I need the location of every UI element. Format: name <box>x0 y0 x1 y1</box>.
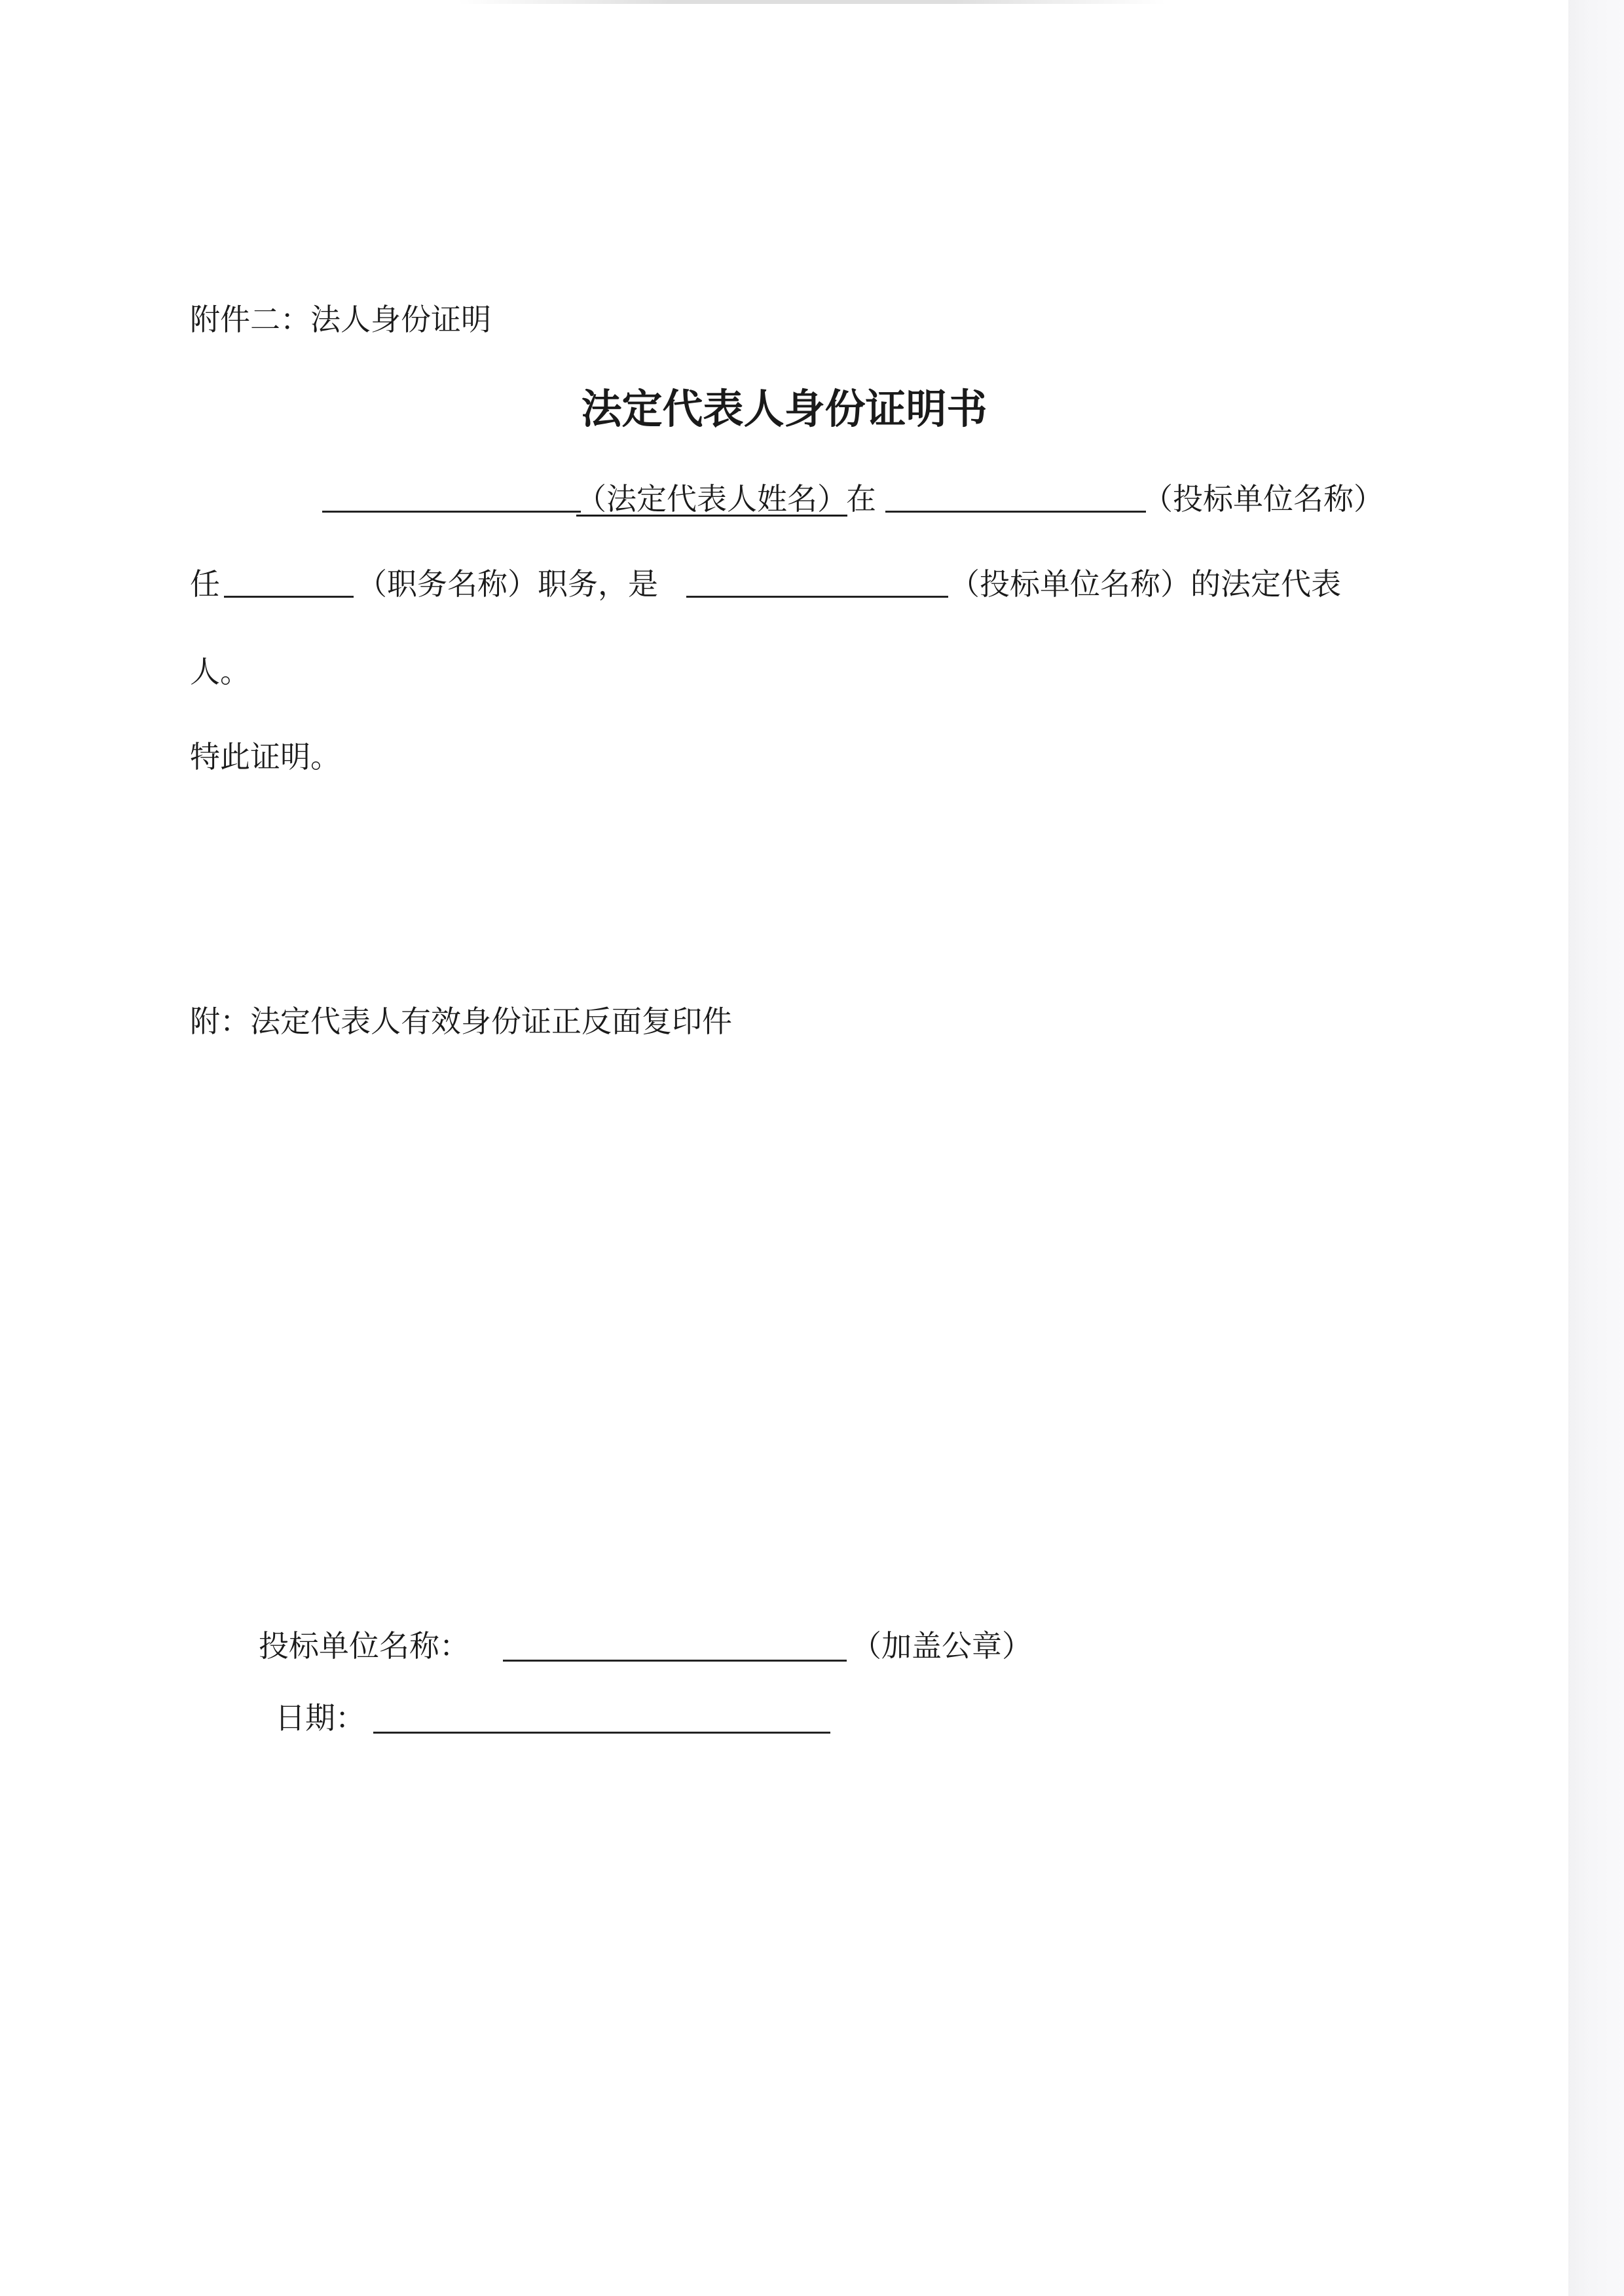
at-text: 在 <box>846 481 876 517</box>
ren-text: 任 <box>190 566 220 602</box>
scan-page-edge <box>1568 0 1624 2296</box>
appendix-note: 附：法定代表人有效身份证正反面复印件 <box>190 1004 732 1039</box>
seal-note: （加盖公章） <box>851 1628 1032 1664</box>
bidder-unit-blank-2[interactable] <box>686 596 948 598</box>
document-title: 法定代表人身份证明书 <box>581 385 987 433</box>
legal-rep-name-hint: （法定代表人姓名） <box>576 481 847 517</box>
post-title-hint: （职务名称）职务，是 <box>357 566 658 602</box>
bidder-unit-hint-1: （投标单位名称） <box>1143 481 1384 517</box>
date-label: 日期： <box>275 1700 365 1736</box>
attachment-label: 附件二：法人身份证明 <box>190 302 491 337</box>
bidder-unit-label: 投标单位名称： <box>259 1628 470 1664</box>
date-blank[interactable] <box>373 1732 830 1734</box>
scan-top-streak <box>458 0 1166 4</box>
bidder-unit-sign-blank[interactable] <box>503 1660 847 1662</box>
bidder-unit-hint-2: （投标单位名称）的法定代表 <box>950 566 1341 602</box>
line3-text: 人。 <box>190 654 250 689</box>
legal-rep-name-blank[interactable] <box>322 511 581 513</box>
bidder-unit-blank-1[interactable] <box>885 511 1146 513</box>
certify-text: 特此证明。 <box>190 739 341 774</box>
post-title-blank[interactable] <box>224 596 354 598</box>
